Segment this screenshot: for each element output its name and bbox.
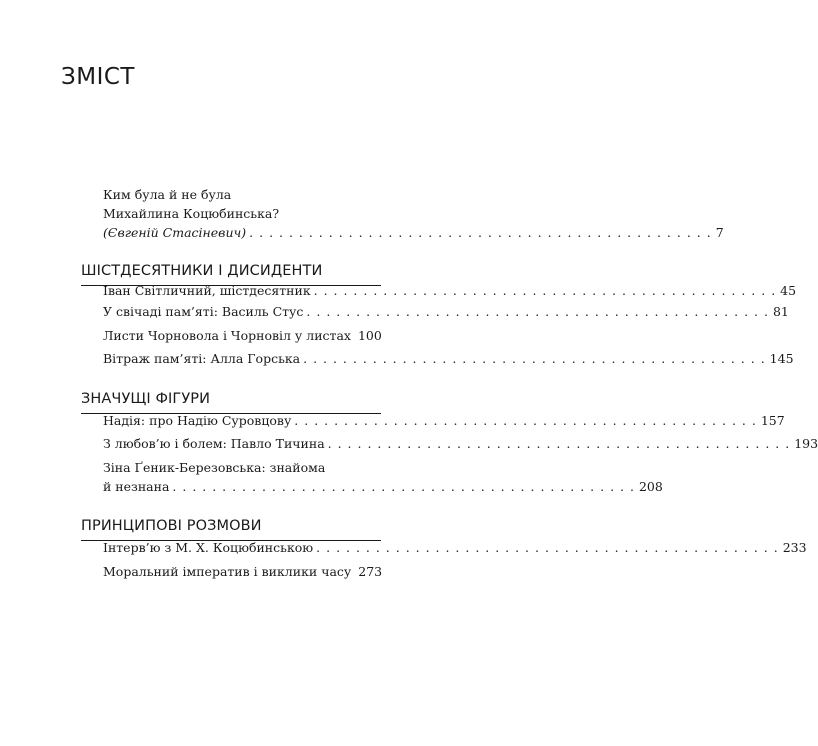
page-number: 7 [715, 225, 724, 240]
entry-title: З любов’ю і болем: Павло Тичина [103, 436, 325, 451]
dot-leader: . . . . . . . . . . . . . . . . . . . . . . . . . . . . . . . . . . . . . . . . . . . . . . . [172, 479, 635, 494]
section-heading: ШІСТДЕСЯТНИКИ І ДИСИДЕНТИ [81, 262, 381, 286]
toc-entry[interactable] [103, 434, 818, 453]
entry-title-line: Зіна Ґеник-Березовська: знайома [103, 460, 326, 475]
toc-entry[interactable] [103, 349, 794, 368]
dot-leader: . . . . . . . . . . . . . . . . . . . . . . . . . . . . . . . . . . . . . . . . . . . . . . . [306, 304, 769, 319]
page-number: 273 [358, 564, 383, 579]
page-number: 81 [772, 304, 789, 319]
page-number: 145 [769, 351, 794, 366]
toc-entry[interactable] [103, 538, 807, 557]
entry-title: Листи Чорновола і Чорновіл у листах [103, 328, 351, 343]
entry-title: У свічаді пам’яті: Василь Стус [103, 304, 304, 319]
page-number: 100 [357, 328, 382, 343]
entry-title-line: Михайлина Коцюбинська? [103, 206, 280, 221]
entry-title: Моральний імператив і виклики часу [103, 564, 352, 579]
dot-leader: . . . . . . . . . . . . . . . . . . . . . . . . . . . . . . . . . . . . . . . . . . . . . . . [249, 225, 712, 240]
toc-entry[interactable] [103, 326, 382, 345]
toc-entry[interactable] [103, 281, 797, 300]
entry-title-line: Ким була й не була [103, 187, 232, 202]
toc-entry[interactable] [103, 458, 663, 496]
section-heading: ЗНАЧУЩІ ФІГУРИ [81, 390, 381, 414]
dot-leader: . . . . . . . . . . . . . . . . . . . . . . . . . . . . . . . . . . . . . . . . . . . . . . . [294, 413, 757, 428]
dot-leader: . . . . . . . . . . . . . . . . . . . . . . . . . . . . . . . . . . . . . . . . . . . . . . . [303, 351, 766, 366]
toc-entry[interactable] [103, 411, 785, 430]
dot-leader: . . . . . . . . . . . . . . . . . . . . . . . . . . . . . . . . . . . . . . . . . . . . . . . [327, 436, 791, 451]
toc-entry[interactable] [103, 562, 383, 581]
page-number: 233 [782, 540, 807, 555]
page-number: 157 [760, 413, 785, 428]
dot-leader: . . . . . . . . . . . . . . . . . . . . . . . . . . . . . . . . . . . . . . . . . . . . . . . [313, 283, 777, 298]
page-number: 208 [638, 479, 663, 494]
page-number: 45 [780, 283, 797, 298]
entry-title: Вітраж пам’яті: Алла Горська [103, 351, 301, 366]
entry-title: й незнана [103, 479, 170, 494]
dot-leader: . . . . . . . . . . . . . . . . . . . . . . . . . . . . . . . . . . . . . . . . . . . . . . . [316, 540, 779, 555]
toc-entry[interactable] [103, 302, 789, 321]
entry-title: Інтерв’ю з М. Х. Коцюбинською [103, 540, 314, 555]
entry-title: Іван Світличний, шістдесятник [103, 283, 311, 298]
entry-author: (Євгеній Стасіневич) [103, 225, 247, 240]
section-heading: ПРИНЦИПОВІ РОЗМОВИ [81, 517, 381, 541]
toc-entry-intro[interactable] [103, 185, 724, 242]
entry-title: Надія: про Надію Суровцову [103, 413, 292, 428]
page-number: 193 [794, 436, 818, 451]
page-title: ЗМІСТ [61, 64, 135, 90]
